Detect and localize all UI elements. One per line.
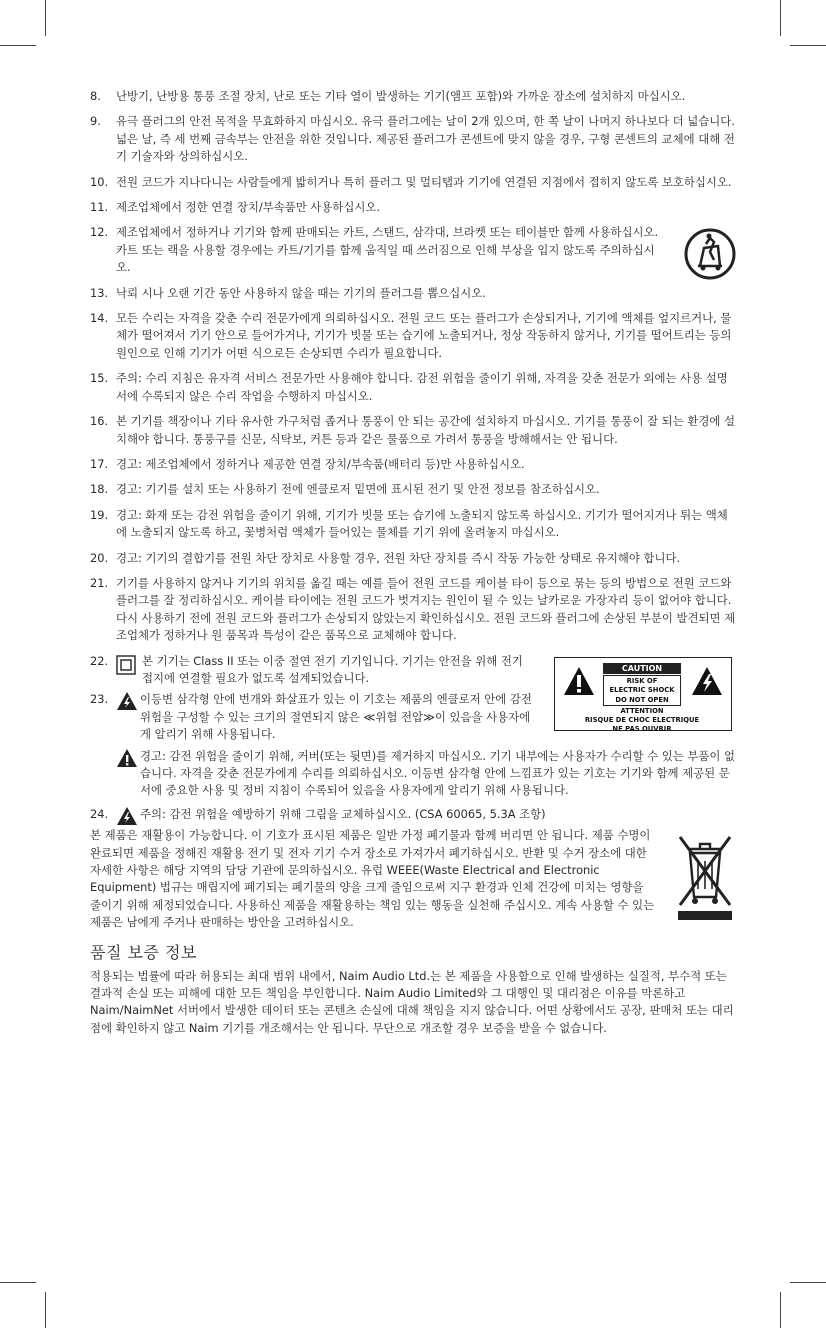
exclamation-triangle-icon [116,748,138,768]
list-item [90,174,736,191]
list-item [90,285,736,302]
crop-mark [45,1292,46,1328]
list-item [90,88,736,105]
list-item [90,310,736,362]
caution-line: NE PAS OUVRIR [612,724,672,733]
lightning-triangle-icon [116,691,138,711]
crop-mark [790,1282,826,1283]
symbol-items [90,653,736,824]
item-text: 주의: 수리 지침은 유자격 서비스 전문가만 사용해야 합니다. 감전 위험을 줄이기 위해, 자격을 갖춘 전문가 외에는 사용 설명서에 수록되지 않은 수리 작업을 수행하지 마십시오. [116,371,728,403]
item-text: 경고: 제조업체에서 정하거나 제공한 연결 장치/부속품(배터리 등)만 사용하십시오. [116,456,525,471]
item-number: 8. [90,89,101,103]
warranty-text: 적용되는 법률에 따라 허용되는 최대 범위 내에서, Naim Audio Ltd.는 본 제품을 사용함으로 인해 발생하는 실질적, 부수적 또는 결과적 손실 또는 피해에 대한 모든 책임을 부인합니다. Naim Audio Limited와 그 대행인 및 대리점은 이유를 막론하고 Naim/NaimNet 서버에서 발생한 데이터 또는 콘텐츠 손실에 대해 책임을 지지 않습니다. 어떤 상황에서도 공장, 판매처 또는 대리점에 확인하지 않고 Naim 기기를 개조해서는 안 됩니다. 무단으로 개조할 경우 보증을 받을 수 없습니다. [90,968,734,1035]
item-text: 기기를 사용하지 않거나 기기의 위치를 옮길 때는 예를 들어 전원 코드를 케이블 타이 등으로 묶는 등의 방법으로 전원 코드와 플러그를 잘 정리하십시오. 케이블 타이에는 전원 코드가 벗겨지는 원인이 될 수 있는 날카로운 가장자리 등이 없어야 합니다. 다시 사용하기 전에 전원 코드와 플러그가 손상되지 않았는지 확인하십시오. 전원 코드와 플러그에 손상된 부분이 발견되면 제조업체가 정하거나 원 품목과 특성이 같은 품목으로 교체해야 합니다. [116,575,736,643]
crop-mark [0,1282,36,1283]
item-number: 20. [90,550,109,565]
list-item [90,370,736,405]
item-text: 이등변 삼각형 안에 번개와 화살표가 있는 이 기호는 제품의 엔클로저 안에 감전 위험을 구성할 수 있는 크기의 절연되지 않은 ≪위험 전압≫이 있음을 사용자에게 알리기 위해 사용됩니다. [140,692,532,742]
list-item [90,806,736,823]
crop-mark [780,0,781,36]
item-text: 경고: 감전 위험을 줄이기 위해, 커버(또는 뒷면)를 제거하지 마십시오. 기기 내부에는 사용자가 수리할 수 있는 부품이 없습니다. 자격을 갖춘 전문가에게 수리를 의뢰하십시오. 이등변 삼각형 안에 느낌표가 있는 기호는 기기와 함께 제공된 문서에 중요한 사용 및 정비 지침이 수록되어 있음을 사용자에게 알리기 위해 사용됩니다. [140,748,736,798]
list-item [90,550,736,567]
item-text: 경고: 화재 또는 감전 위험을 줄이기 위해, 기기가 빗물 또는 습기에 노출되지 않도록 하십시오. 기기가 떨어지거나 튀는 액체에 노출되지 않도록 하고, 꽃병처럼 액체가 들어있는 물체를 기기 위에 올려놓지 마십시오. [116,507,728,540]
caution-line: ATTENTION [620,706,664,715]
crop-mark [0,45,36,46]
item-text: 본 기기는 Class II 또는 이중 절연 전기 기기입니다. 기기는 안전을 위해 전기 접지에 연결할 필요가 없도록 설계되었습니다. [142,653,523,685]
item-number: 18. [90,482,109,497]
cart-warning-icon [684,228,736,280]
list-item [90,575,736,645]
item-text: 낙뢰 시나 오랜 기간 동안 사용하지 않을 때는 기기의 플러그를 뽑으십시오. [116,285,486,300]
crop-mark [780,1292,781,1328]
item-number: 9. [90,114,101,129]
caution-french [555,707,729,734]
item-text: 경고: 기기를 설치 또는 사용하기 전에 엔클로저 밑면에 표시된 전기 및 안전 정보를 참조하십시오. [116,482,600,497]
warranty-heading: 품질 보증 정보 [90,942,197,962]
safety-instructions [90,88,736,1043]
caution-line: RISQUE DE CHOC ELECTRIQUE [584,715,700,724]
list-item [90,224,736,276]
item-text: 경고: 기기의 결합기를 전원 차단 장치로 사용할 경우, 전원 차단 장치를 즉시 작동 가능한 상태로 유지해야 합니다. [116,550,681,565]
caution-line: RISK OF [626,676,658,685]
lightning-triangle-icon [691,666,723,696]
list-item [90,456,736,473]
item-text: 본 기기를 책장이나 기타 유사한 가구처럼 좁거나 통풍이 안 되는 공간에 설치하지 마십시오. 기기를 통풍이 잘 되는 환경에 설치해야 합니다. 통풍구를 신문, 식탁보, 커튼 등과 같은 물품으로 가려서 통풍을 방해해서는 안 됩니다. [116,414,735,446]
item-number: 22. [90,653,109,668]
recycling-text: 본 제품은 재활용이 가능합니다. 이 기호가 표시된 제품은 일반 가정 폐기물과 함께 버리면 안 됩니다. 제품 수명이 완료되면 제품을 정해진 재활용 전기 및 전자 기기 수거 장소로 가져가서 폐기하십시오. 반환 및 수거 장소에 대한 자세한 사항은 해당 지역의 담당 기관에 문의하십시오. 유럽 WEEE(Waste Electrical and Electronic Equipment) 법규는 매립지에 폐기되는 폐기물의 양을 크게 줄임으로써 지구 환경과 인체 건강에 미치는 영향을 줄이기 위해 제정되었습니다. 사용하신 제품을 재활용하는 책임 있는 행동을 실천해 주십시오. 계속 사용할 수 있는 제품은 남에게 주거나 판매하는 방안을 고려하십시오. [90,828,655,930]
caution-line: ELECTRIC SHOCK [609,686,675,695]
list-item [90,413,736,448]
list-item [90,113,736,165]
item-number: 10. [90,174,109,189]
item-number: 14. [90,311,109,326]
recycling-section [90,827,736,931]
list-item [90,199,736,216]
exclamation-triangle-icon [563,666,595,696]
list-item [90,507,736,542]
item-text: 제조업체에서 정한 연결 장치/부속품만 사용하십시오. [116,200,381,215]
item-text: 모든 수리는 자격을 갖춘 수리 전문가에게 의뢰하십시오. 전원 코드 또는 플러그가 손상되거나, 기기에 액체를 엎지르거나, 물체가 떨어져서 기기 안으로 들어가거나, 기기가 빗물 또는 습기에 노출되거나, 정상 작동하지 않거나, 기기를 떨어트리는 등의 원인으로 인해 기기가 어떤 식으로든 손상되면 수리가 필요합니다. [116,311,732,360]
item-text: 전원 코드가 지나다니는 사람들에게 밟히거나 특히 플러그 및 멀티탭과 기기에 연결된 지점에서 접히지 않도록 보호하십시오. [116,174,732,189]
item-number: 19. [90,507,109,522]
crop-mark [45,0,46,36]
caution-label [554,657,732,731]
item-text: 난방기, 난방용 통풍 조절 장치, 난로 또는 기타 열이 발생하는 기기(앰프 포함)와 가까운 장소에 설치하지 마십시오. [116,89,686,103]
item-number: 11. [90,200,109,215]
item-number: 13. [90,285,109,300]
item-number: 21. [90,575,109,590]
caution-warning [603,675,681,706]
item-text: 제조업체에서 정하거나 기기와 함께 판매되는 카트, 스탠드, 삼각대, 브라켓 또는 테이블만 함께 사용하십시오. 카트 또는 랙을 사용할 경우에는 카트/기기를 함께 움직일 때 쓰러짐으로 인해 부상을 입지 않도록 주의하십시오. [116,225,659,275]
caution-heading: CAUTION [603,663,681,674]
item-number: 15. [90,371,109,386]
lightning-triangle-icon [116,806,138,826]
item-text: 주의: 감전 위험을 예방하기 위해 그림을 교체하십시오. (CSA 60065, 5.3A 조항) [140,806,546,821]
class-ii-icon [116,655,136,675]
list-item [90,481,736,498]
item-number: 17. [90,456,109,471]
item-number: 12. [90,225,109,240]
caution-line: DO NOT OPEN [615,695,669,704]
item-number: 24. [90,806,109,821]
item-number: 16. [90,414,109,429]
item-number: 23. [90,692,109,707]
list-item [90,748,736,800]
crop-mark [790,45,826,46]
item-text: 유극 플러그의 안전 목적을 무효화하지 마십시오. 유극 플러그에는 날이 2개 있으며, 한 쪽 날이 나머지 하나보다 더 넓습니다. 넓은 날, 즉 세 번째 금속부는 안전을 위한 것입니다. 제공된 플러그가 콘센트에 맞지 않을 경우, 구형 콘센트의 교체에 대해 전기 기술자와 상의하십시오. [116,114,735,164]
weee-bin-icon [674,831,736,921]
